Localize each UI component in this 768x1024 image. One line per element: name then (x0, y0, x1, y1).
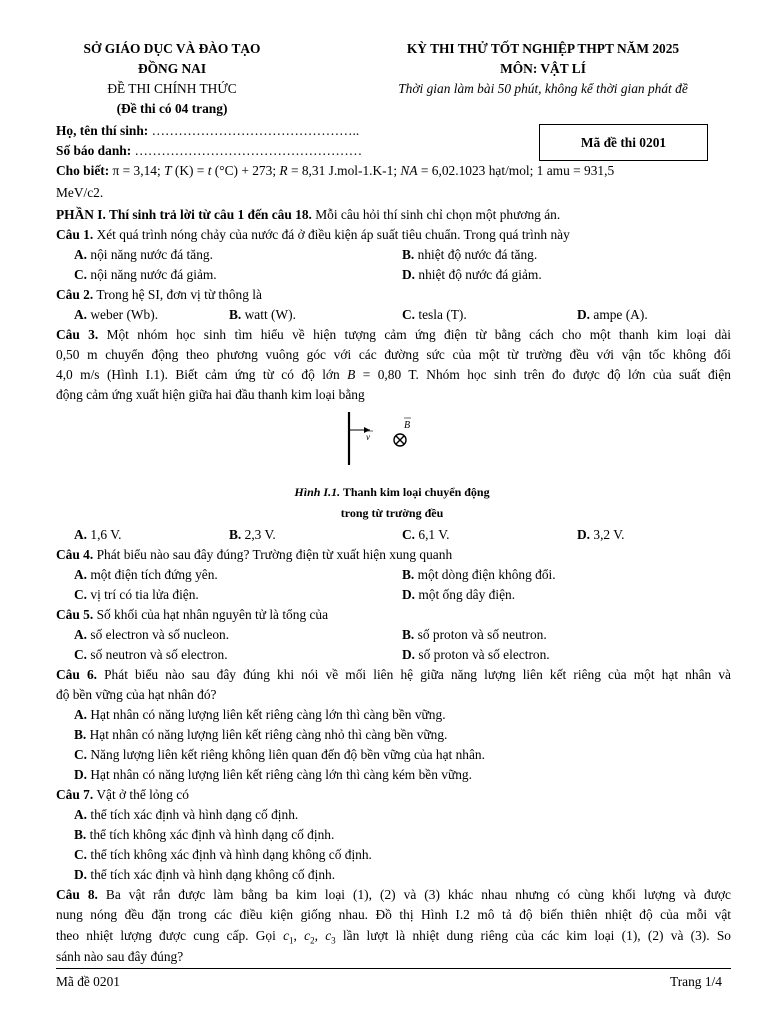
question-text: Xét quá trình nóng chảy của nước đá ở điều kiện áp suất tiêu chuẩn. Trong quá trình này (93, 227, 570, 242)
option-text: Hạt nhân có năng lượng liên kết riêng càng lớn thì càng kém bền vững. (87, 767, 472, 782)
question-text: Trong hệ SI, đơn vị từ thông là (93, 287, 262, 302)
option-letter: A. (74, 567, 88, 582)
candidate-id-dots: …………………………………………… (131, 143, 363, 158)
question-3-line-1 (56, 328, 731, 341)
velocity-label: v (366, 432, 370, 442)
q6-option-d[interactable] (74, 768, 472, 781)
option-letter: C. (74, 647, 88, 662)
option-text: Hạt nhân có năng lượng liên kết riêng càng lớn thì càng bền vững. (87, 707, 446, 722)
option-text: thể tích không xác định và hình dạng cố định. (86, 827, 335, 842)
option-letter: B. (74, 727, 87, 742)
option-text: một điện tích đứng yên. (87, 567, 218, 582)
question-label: Câu 7. (56, 787, 94, 802)
option-text: watt (W). (241, 307, 296, 322)
option-text: nội năng nước đá giảm. (87, 267, 217, 282)
option-letter: D. (402, 647, 416, 662)
question-8-line-4: sánh nào sau đây đúng? (56, 949, 184, 964)
candidate-name-label: Họ, tên thí sinh: (56, 123, 149, 138)
option-text: vị trí có tia lửa điện. (87, 587, 199, 602)
subscript: 1 (289, 935, 294, 946)
q6-option-c[interactable] (74, 748, 485, 761)
candidate-name-dots: ……………………………………….. (148, 123, 360, 138)
question-2 (56, 288, 262, 301)
subscript: 3 (331, 935, 336, 946)
q5-option-d[interactable] (402, 648, 550, 661)
option-letter: A. (74, 307, 88, 322)
option-text: thể tích không xác định và hình dạng không cố định. (87, 847, 372, 862)
question-text: theo nhiệt lượng được cung cấp. Gọi (56, 928, 284, 943)
footer-page-number: Trang 1/4 (670, 974, 722, 989)
question-3-line-4: động cảm ứng xuất hiện giữa hai đầu thanh kim loại bằng (56, 387, 365, 402)
moving-rod-diagram (340, 408, 510, 468)
q2-option-d[interactable] (577, 308, 648, 321)
question-text: Vật ở thể lỏng có (93, 787, 189, 802)
question-text: Phát biểu nào sau đây đúng khi nói về mối liên hệ giữa năng lượng liên kết riêng của một hạt nhân và (96, 667, 731, 682)
question-label: Câu 5. (56, 607, 94, 622)
part1-heading-line (56, 208, 560, 221)
question-label: Câu 6. (56, 667, 97, 682)
subject-title: MÔN: VẬT LÍ (500, 61, 586, 76)
q5-option-b[interactable] (402, 628, 547, 641)
option-text: 3,2 V. (590, 527, 625, 542)
part1-heading: PHẦN I. Thí sinh trả lời từ câu 1 đến câu 18. (56, 207, 312, 222)
option-text: số neutron và số electron. (87, 647, 228, 662)
q2-option-c[interactable] (402, 308, 467, 321)
question-4 (56, 548, 452, 561)
exam-title: KỲ THI THỬ TỐT NGHIỆP THPT NĂM 2025 (406, 41, 680, 56)
option-text: tesla (T). (415, 307, 467, 322)
option-text: nhiệt độ nước đá tăng. (414, 247, 538, 262)
q2-option-b[interactable] (229, 308, 296, 321)
option-letter: D. (577, 307, 591, 322)
q1-option-b[interactable] (402, 248, 537, 261)
figure-caption-text: Thanh kim loại chuyển động (340, 485, 490, 499)
givens-var-T: T (164, 163, 172, 178)
option-letter: D. (74, 767, 88, 782)
question-text: Số khối của hạt nhân nguyên tử là tổng của (93, 607, 329, 622)
givens-text: π = 3,14; (109, 163, 165, 178)
question-text: 4,0 m/s (Hình I.1). Biết cảm ứng từ có độ lớn (56, 367, 348, 382)
option-text: nhiệt độ nước đá giảm. (415, 267, 542, 282)
option-text: Năng lượng liên kết riêng không liên quan đến độ bền vững của hạt nhân. (87, 747, 485, 762)
var-B: B (347, 367, 356, 382)
question-label: Câu 4. (56, 547, 94, 562)
q7-option-b[interactable] (74, 828, 334, 841)
question-label: Câu 1. (56, 227, 94, 242)
department-line-1: SỞ GIÁO DỤC VÀ ĐÀO TẠO (83, 41, 261, 56)
q1-option-c[interactable] (74, 268, 217, 281)
option-text: thể tích xác định và hình dạng cố định. (87, 807, 299, 822)
question-text: = 0,80 T. Nhóm học sinh trên đo được độ lớn của suất điện (355, 367, 731, 382)
q3-option-a[interactable] (74, 528, 122, 541)
q7-option-d[interactable] (74, 868, 335, 881)
givens-var-NA: NA (400, 163, 418, 178)
figure-caption-number: Hình I.1. (294, 485, 341, 499)
givens-text: = 6,02.1023 hạt/mol; 1 amu = 931,5 (417, 163, 615, 178)
option-letter: A. (74, 707, 88, 722)
question-5 (56, 608, 328, 621)
q4-option-d[interactable] (402, 588, 515, 601)
question-6-line-1 (56, 668, 731, 681)
option-letter: B. (229, 527, 242, 542)
footer-exam-code: Mã đề 0201 (56, 974, 120, 989)
q3-option-c[interactable] (402, 528, 450, 541)
q4-option-b[interactable] (402, 568, 556, 581)
option-letter: A. (74, 527, 88, 542)
candidate-name-line (56, 124, 359, 137)
option-letter: C. (74, 747, 88, 762)
q3-option-b[interactable] (229, 528, 276, 541)
question-8-line-2: nung nóng đều đặn trong các điều kiện giống nhau. Đồ thị Hình I.2 mô tả độ biến thiên nhiệt độ của mỗi vật (56, 907, 731, 922)
option-text: 2,3 V. (241, 527, 276, 542)
option-letter: A. (74, 247, 88, 262)
footer-divider (56, 968, 731, 969)
option-letter: D. (74, 867, 88, 882)
figure-i1 (340, 408, 510, 468)
question-text: Một nhóm học sinh tìm hiểu về hiện tượng cảm ứng điện từ bằng cách cho một thanh kim loại dài (98, 327, 731, 342)
q3-option-d[interactable] (577, 528, 625, 541)
var-c1: c (283, 928, 290, 943)
question-label: Câu 2. (56, 287, 94, 302)
option-letter: D. (402, 267, 416, 282)
q1-option-a[interactable] (74, 248, 213, 261)
option-letter: B. (229, 307, 242, 322)
option-letter: C. (74, 267, 88, 282)
option-text: một ống dây điện. (415, 587, 516, 602)
question-8-line-3: theo nhiệt lượng được cung cấp. Gọi $c_1$, $c_2$, $c_3$ lần lượt là nhiệt dung riêng của các kim loại (1), (2) và (3). So (56, 928, 731, 946)
exam-code-box: Mã đề thi 0201 (539, 124, 708, 161)
givens-text: = 8,31 J.mol-1.K-1; (287, 163, 401, 178)
option-text: số proton và số electron. (415, 647, 550, 662)
question-text: lần lượt là nhiệt dung riêng của các kim loại (1), (2) và (3). So (335, 928, 731, 943)
figure-caption-line-2: trong từ trường đều (340, 506, 444, 520)
option-letter: C. (402, 527, 416, 542)
option-text: thể tích xác định và hình dạng không cố định. (87, 867, 336, 882)
option-letter: B. (402, 247, 415, 262)
question-3-line-2: 0,50 m chuyển động theo phương vuông góc với các đường sức của một từ trường đều với vận tốc không đổi (56, 347, 731, 362)
option-letter: B. (402, 567, 415, 582)
givens-var-R: R (279, 163, 288, 178)
option-letter: D. (577, 527, 591, 542)
q1-option-d[interactable] (402, 268, 542, 281)
q5-option-c[interactable] (74, 648, 228, 661)
magnetic-field-label: B (404, 420, 411, 431)
question-3-line-3 (56, 368, 731, 381)
q4-option-c[interactable] (74, 588, 199, 601)
option-letter: A. (74, 807, 88, 822)
option-text: 1,6 V. (87, 527, 122, 542)
var-c2: c (304, 928, 311, 943)
subscript: 2 (310, 935, 315, 946)
q5-option-a[interactable] (74, 628, 229, 641)
question-8-line-1 (56, 888, 731, 901)
question-1 (56, 228, 570, 241)
option-letter: B. (402, 627, 415, 642)
givens-var-t: t (207, 163, 212, 178)
q6-option-a[interactable] (74, 708, 446, 721)
option-letter: C. (74, 587, 88, 602)
option-letter: A. (74, 627, 88, 642)
q2-option-a[interactable] (74, 308, 158, 321)
option-text: Hạt nhân có năng lượng liên kết riêng càng nhỏ thì càng bền vững. (86, 727, 448, 742)
question-6-line-2: độ bền vững của hạt nhân đó? (56, 687, 217, 702)
official-exam-label: ĐỀ THI CHÍNH THỨC (107, 81, 237, 96)
question-text: Phát biểu nào sau đây đúng? Trường điện từ xuất hiện xung quanh (93, 547, 453, 562)
option-text: một dòng điện không đổi. (414, 567, 556, 582)
option-letter: C. (402, 307, 416, 322)
q7-option-c[interactable] (74, 848, 372, 861)
givens-label: Cho biết: (56, 163, 110, 178)
figure-caption-line-1 (294, 486, 489, 498)
givens-line-2: MeV/c2. (56, 185, 104, 200)
candidate-id-label: Số báo danh: (56, 143, 132, 158)
q4-option-a[interactable] (74, 568, 218, 581)
givens-text: (°C) + 273; (211, 163, 280, 178)
department-line-2: ĐỒNG NAI (137, 61, 207, 76)
option-text: số electron và số nucleon. (87, 627, 230, 642)
option-letter: C. (74, 847, 88, 862)
var-c3: c (325, 928, 332, 943)
option-letter: D. (402, 587, 416, 602)
part1-instruction: Mỗi câu hỏi thí sinh chỉ chọn một phương án. (311, 207, 561, 222)
question-text: Ba vật rắn được làm bằng ba kim loại (1), (2) và (3) khác nhau nhưng có cùng khối lượng và được (97, 887, 731, 902)
option-text: nội năng nước đá tăng. (87, 247, 213, 262)
question-7 (56, 788, 189, 801)
option-text: số proton và số neutron. (414, 627, 547, 642)
q7-option-a[interactable] (74, 808, 298, 821)
option-letter: B. (74, 827, 87, 842)
option-text: weber (Wb). (87, 307, 159, 322)
candidate-id-line (56, 144, 362, 157)
givens-line-1 (56, 164, 741, 177)
givens-text: (K) = (171, 163, 208, 178)
option-text: 6,1 V. (415, 527, 450, 542)
option-text: ampe (A). (590, 307, 648, 322)
q6-option-b[interactable] (74, 728, 447, 741)
question-label: Câu 3. (56, 327, 99, 342)
page-count-note: (Đề thi có 04 trang) (116, 101, 228, 116)
time-note: Thời gian làm bài 50 phút, không kể thời gian phát đề (398, 81, 688, 96)
question-label: Câu 8. (56, 887, 98, 902)
